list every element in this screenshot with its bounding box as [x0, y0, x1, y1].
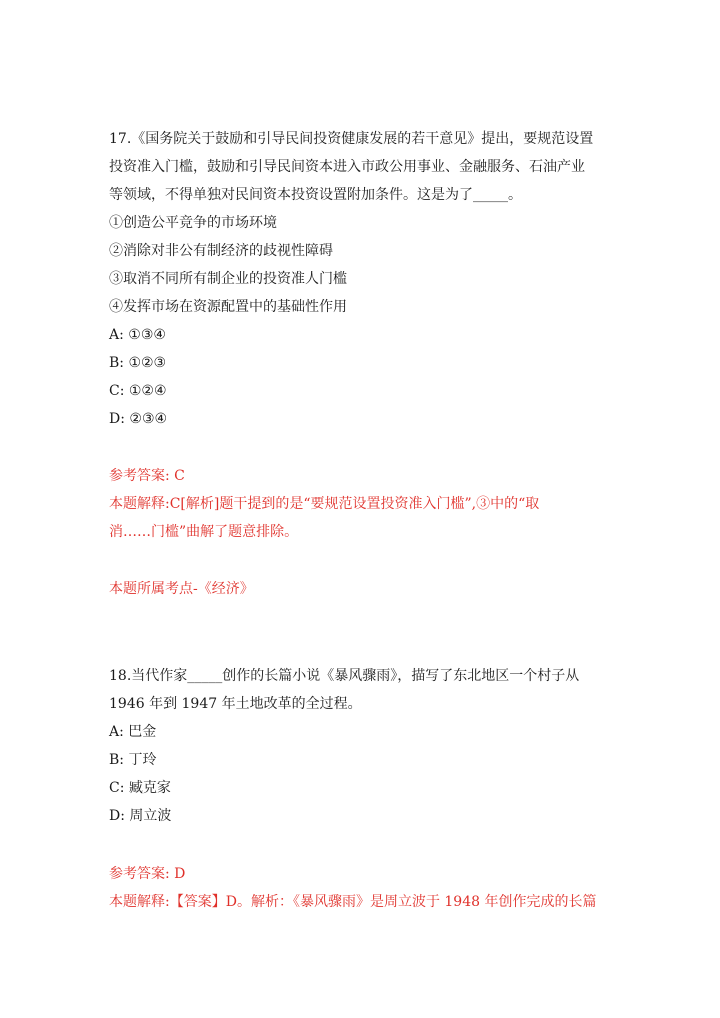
q17-explanation-line-1: 本题解释:C[解析]题干提到的是“要规范设置投资准入门槛”,③中的“取: [109, 496, 540, 512]
q18-option-c: C: 臧克家: [109, 780, 171, 796]
q18-option-b: B: 丁玲: [109, 752, 157, 768]
q17-statement-4: ④发挥市场在资源配置中的基础性作用: [109, 299, 347, 315]
q17-option-c: C: ①②④: [109, 383, 167, 399]
q17-statement-3: ③取消不同所有制企业的投资准人门槛: [109, 271, 347, 287]
q18-option-d: D: 周立波: [109, 808, 172, 824]
q17-stem-line-3: 等领域，不得单独对民间资本投资设置附加条件。这是为了_____。: [109, 187, 522, 203]
q17-statement-2: ②消除对非公有制经济的歧视性障碍: [109, 243, 333, 259]
q17-statement-1: ①创造公平竞争的市场环境: [109, 215, 277, 231]
q18-stem-line-1: 18.当代作家_____创作的长篇小说《暴风骤雨》，描写了东北地区一个村子从: [109, 668, 580, 684]
q17-topic: 本题所属考点-《经济》: [109, 581, 254, 597]
q17-answer: 参考答案: C: [109, 468, 185, 484]
q17-stem-line-2: 投资准入门槛，鼓励和引导民间资本进入市政公用事业、金融服务、石油产业: [109, 159, 585, 175]
q18-stem-line-2: 1946 年到 1947 年土地改革的全过程。: [109, 696, 362, 712]
q18-explanation-line-1: 本题解释:【答案】D。解析：《暴风骤雨》是周立波于 1948 年创作完成的长篇: [109, 894, 597, 910]
q18-answer: 参考答案: D: [109, 866, 186, 882]
q17-option-a: A: ①③④: [109, 327, 166, 343]
q17-option-b: B: ①②③: [109, 355, 167, 371]
q17-explanation-line-2: 消……门槛”曲解了题意排除。: [109, 524, 299, 540]
q18-option-a: A: 巴金: [109, 724, 157, 740]
q17-option-d: D: ②③④: [109, 411, 168, 427]
q17-stem-line-1: 17.《国务院关于鼓励和引导民间投资健康发展的若干意见》提出，要规范设置: [109, 131, 594, 147]
